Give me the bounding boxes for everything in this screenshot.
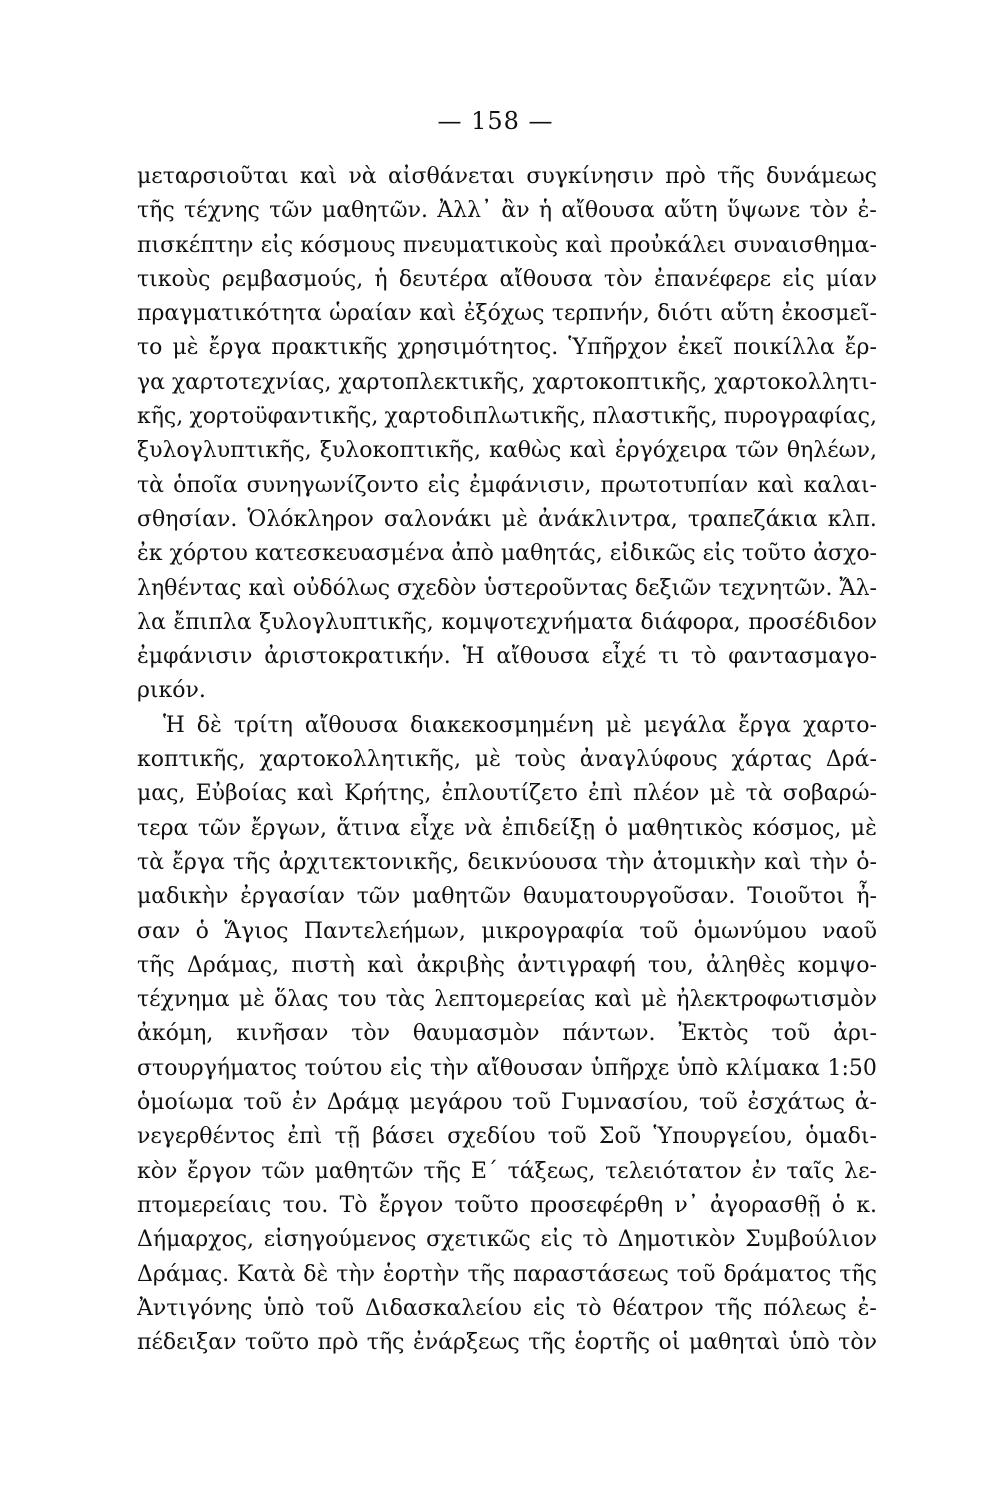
text-line: τὰ ἔργα τῆς ἀρχιτεκτονικῆς, δεικνύουσα τὴν ἀτομικὴν καὶ τὴν ὁ- (137, 849, 877, 875)
text-line: σαν ὁ Ἅγιος Παντελεήμων, μικρογραφία τοῦ ὁμωνύμου ναοῦ (137, 918, 877, 944)
text-line: κοπτικῆς, χαρτοκολλητικῆς, μὲ τοὺς ἀναγλύφους χάρτας Δρά- (137, 747, 877, 773)
text-line: Δήμαρχος, εἰσηγούμενος σχετικῶς εἰς τὸ Δημοτικὸν Συμβούλιον (137, 1227, 877, 1253)
text-line: τῆς Δράμας, πιστὴ καὶ ἀκριβὴς ἀντιγραφή του, ἀληθὲς κομψο- (137, 952, 877, 978)
text-line: το μὲ ἔργα πρακτικῆς χρησιμότητος. Ὑπῆρχον ἐκεῖ ποικίλλα ἔρ- (137, 335, 877, 361)
text-line: πτομερείαις του. Τὸ ἔργον τοῦτο προσεφέρθη ν᾿ ἀγορασθῇ ὁ κ. (137, 1192, 877, 1218)
text-line: πισκέπτην εἰς κόσμους πνευματικοὺς καὶ προὐκάλει συναισθημα- (137, 232, 877, 258)
text-line: Δράμας. Κατὰ δὲ τὴν ἑορτὴν τῆς παραστάσεως τοῦ δράματος τῆς (137, 1261, 877, 1287)
text-line: λα ἔπιπλα ξυλογλυπτικῆς, κομψοτεχνήματα διάφορα, προσέδιδον (137, 609, 877, 635)
text-line: τερα τῶν ἔργων, ἅτινα εἶχε νὰ ἐπιδείξῃ ὁ μαθητικὸς κόσμος, μὲ (137, 815, 877, 841)
text-line: πραγματικότητα ὡραίαν καὶ ἐξόχως τερπνήν, διότι αὕτη ἐκοσμεῖ- (137, 301, 877, 327)
text-line: γα χαρτοτεχνίας, χαρτοπλεκτικῆς, χαρτοκοπτικῆς, χαρτοκολλητι- (137, 369, 877, 395)
text-line: στουργήματος τούτου εἰς τὴν αἴθουσαν ὑπῆρχε ὑπὸ κλίμακα 1:50 (137, 1055, 877, 1081)
text-line: ληθέντας καὶ οὐδόλως σχεδὸν ὑστεροῦντας δεξιῶν τεχνητῶν. Ἄλ- (137, 575, 877, 601)
text-line: σθησίαν. Ὁλόκληρον σαλονάκι μὲ ἀνάκλιντρα, τραπεζάκια κλπ. (137, 506, 877, 532)
text-line: ρικόν. (137, 678, 206, 704)
page-number: — 158 — (437, 107, 554, 135)
text-line: ὁμοίωμα τοῦ ἐν Δράμᾳ μεγάρου τοῦ Γυμνασίου, τοῦ ἐσχάτως ἀ- (137, 1090, 877, 1116)
text-line: μας, Εὐβοίας καὶ Κρήτης, ἐπλουτίζετο ἐπὶ πλέον μὲ τὰ σοβαρώ- (137, 781, 877, 807)
text-line: Ἡ δὲ τρίτη αἴθουσα διακεκοσμημένη μὲ μεγάλα ἔργα χαρτο- (163, 712, 877, 738)
text-line: μαδικὴν ἐργασίαν τῶν μαθητῶν θαυματουργοῦσαν. Τοιοῦτοι ἦ- (137, 884, 877, 910)
text-line: κὸν ἔργον τῶν μαθητῶν τῆς Ε´ τάξεως, τελειότατον ἐν ταῖς λε- (137, 1158, 877, 1184)
text-line: νεγερθέντος ἐπὶ τῇ βάσει σχεδίου τοῦ Σοῦ Ὑπουργείου, ὁμαδι- (137, 1124, 877, 1150)
text-line: ἀκόμη, κινῆσαν τὸν θαυμασμὸν πάντων. Ἐκτὸς τοῦ ἀρι- (137, 1021, 877, 1047)
text-line: ἐμφάνισιν ἀριστοκρατικήν. Ἡ αἴθουσα εἶχέ τι τὸ φαντασμαγο- (137, 644, 877, 670)
body-text (137, 160, 877, 1360)
text-line: τέχνημα μὲ ὅλας του τὰς λεπτομερείας καὶ μὲ ἠλεκτροφωτισμὸν (137, 987, 877, 1013)
text-line: ἐκ χόρτου κατεσκευασμένα ἀπὸ μαθητάς, εἰδικῶς εἰς τοῦτο ἀσχο- (137, 541, 877, 567)
text-line: πέδειξαν τοῦτο πρὸ τῆς ἐνάρξεως τῆς ἑορτῆς οἱ μαθηταὶ ὑπὸ τὸν (137, 1330, 877, 1356)
text-line: Ἀντιγόνης ὑπὸ τοῦ Διδασκαλείου εἰς τὸ θέατρον τῆς πόλεως ἐ- (137, 1295, 877, 1321)
text-line: τικοὺς ρεμβασμούς, ἡ δευτέρα αἴθουσα τὸν ἐπανέφερε εἰς μίαν (137, 266, 877, 292)
text-line: κῆς, χορτοϋφαντικῆς, χαρτοδιπλωτικῆς, πλαστικῆς, πυρογραφίας, (137, 404, 877, 430)
text-line: ξυλογλυπτικῆς, ξυλοκοπτικῆς, καθὼς καὶ ἐργόχειρα τῶν θηλέων, (137, 438, 877, 464)
text-line: μεταρσιοῦται καὶ νὰ αἰσθάνεται συγκίνησιν πρὸ τῆς δυνάμεως (137, 164, 877, 189)
text-line: τὰ ὁποῖα συνηγωνίζοντο εἰς ἐμφάνισιν, πρωτοτυπίαν καὶ καλαι- (137, 472, 877, 498)
text-line: τῆς τέχνης τῶν μαθητῶν. Ἀλλ᾿ ἂν ἡ αἴθουσα αὕτη ὕψωνε τὸν ἐ- (137, 198, 877, 224)
